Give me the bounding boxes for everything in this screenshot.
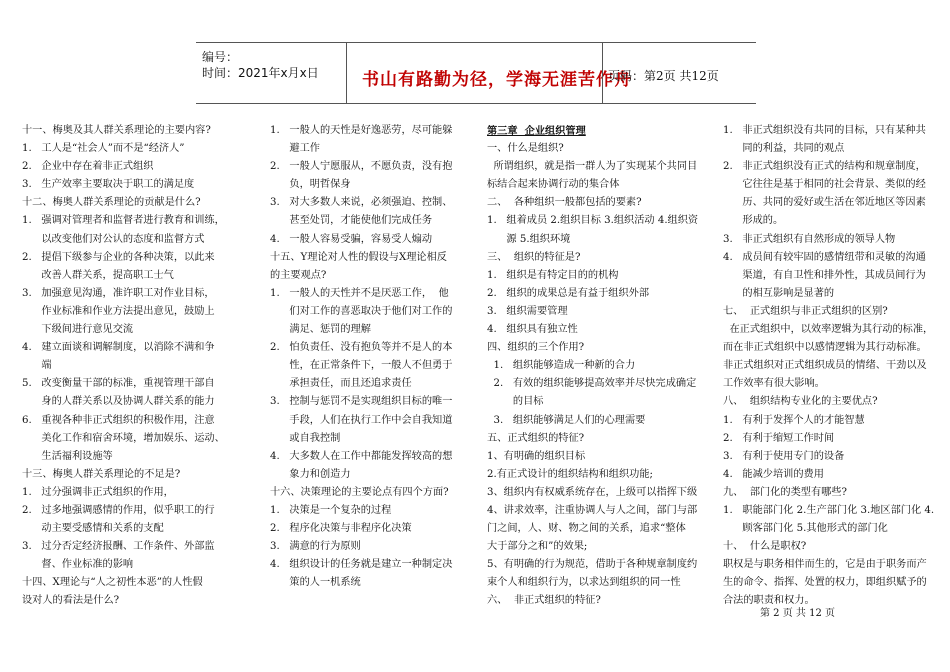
text-line: 1. 一般人的天性并不是厌恶工作， 他 bbox=[270, 287, 449, 299]
text-line: 2. 有利于缩短工作时间 bbox=[723, 432, 835, 444]
text-line: 4. 能减少培训的费用 bbox=[723, 468, 824, 480]
text-line: 3. 满意的行为原则 bbox=[270, 541, 361, 553]
text-line: 们对工作的喜恶取决于他们对工作的 bbox=[270, 305, 453, 317]
text-line: 5、有明确的行为规范，借助于各种规章制度约 bbox=[487, 559, 698, 571]
text-line: 改善人群关系，提高职工士气 bbox=[22, 269, 174, 281]
text-line: 2. 程序化决策与非程序化决策 bbox=[270, 523, 412, 535]
text-line: 5. 改变衡量干部的标准，重视管理干部自 bbox=[22, 378, 215, 390]
text-line: 它往往是基于相同的社会背景、类似的经 bbox=[723, 179, 926, 191]
text-line: 作业标准和作业方法提出意见，鼓励上 bbox=[22, 305, 215, 317]
text-line: 4. 建立面谈和调解制度，以消除不满和争 bbox=[22, 342, 215, 354]
text-column-4 bbox=[723, 122, 945, 611]
text-line: 1. 组着成员 2.组织目标 3.组织活动 4.组织资 bbox=[487, 215, 699, 227]
text-line: 十五、Y理论对人性的假设与X理论相反 bbox=[270, 251, 447, 263]
text-line: 2.有正式设计的组织结构和组织功能; bbox=[487, 468, 653, 480]
text-line: 三、 组织的特征是? bbox=[487, 251, 581, 263]
text-line: 2. 怕负责任、没有抱负等并不是人的本 bbox=[270, 342, 453, 354]
text-line: 同的利益，共同的观点 bbox=[723, 143, 845, 155]
text-line: 职权是与职务相伴而生的，它是由于职务而产 bbox=[723, 559, 927, 571]
header-page-label: 页码：第2页 共12页 bbox=[608, 69, 719, 83]
text-line: 满足、惩罚的理解 bbox=[270, 324, 371, 336]
text-line: 或自我控制 bbox=[270, 432, 341, 444]
text-line: 6. 重视各种非正式组织的积极作用，注意 bbox=[22, 414, 215, 426]
page-footer: 第 2 页 共 12 页 bbox=[760, 608, 835, 619]
text-line: 源 5.组织环境 bbox=[487, 233, 571, 245]
text-line: 十一、梅奥及其人群关系理论的主要内容? bbox=[22, 125, 211, 136]
text-line: 一、什么是组织? bbox=[487, 143, 564, 155]
text-line: 在正式组织中，以效率逻辑为其行动的标准， bbox=[723, 324, 934, 336]
text-line: 1. 过分强调非正式组织的作用， bbox=[22, 486, 174, 498]
text-line: 的主要观点? bbox=[270, 269, 327, 281]
text-line: 1. 职能部门化 2.生产部门化 3.地区部门化 4. bbox=[723, 504, 935, 516]
text-line: 性，在正常条件下，一般人不但勇于 bbox=[270, 360, 453, 372]
text-line: 4. 组织设计的任务就是建立一种制定决 bbox=[270, 559, 453, 571]
text-line: 4. 成员间有较牢固的感情纽带和灵敏的沟通 bbox=[723, 251, 926, 263]
text-line: 2. 组织的成果总是有益于组织外部 bbox=[487, 287, 650, 299]
text-line: 承担责任，而且还追求责任 bbox=[270, 378, 412, 390]
text-line: 1. 有利于发挥个人的才能智慧 bbox=[723, 414, 865, 426]
text-line: 门之间，人、财、物之间的关系，追求“整体 bbox=[487, 523, 686, 535]
text-line: 束个人和组织行为，以求达到组织的同一性 bbox=[487, 577, 681, 589]
text-line: 五、正式组织的特征? bbox=[487, 432, 585, 444]
text-line: 甚至处罚，才能使他们完成任务 bbox=[270, 215, 433, 227]
number-label: 编号： bbox=[202, 50, 239, 64]
text-line: 3. 有利于使用专门的设备 bbox=[723, 450, 845, 462]
text-column-1 bbox=[22, 122, 257, 611]
text-line: 动主要受感情和关系的支配 bbox=[22, 523, 164, 535]
text-line: 象力和创造力 bbox=[270, 468, 351, 480]
text-line: 形成的。 bbox=[723, 215, 784, 227]
text-line: 美化工作和宿舍环境，增加娱乐、运动、 bbox=[22, 432, 225, 444]
text-line: 2. 提倡下级参与企业的各种决策，以此来 bbox=[22, 251, 215, 263]
text-line: 大于部分之和”的效果; bbox=[487, 541, 588, 553]
text-line: 3. 非正式组织有自然形成的领导人物 bbox=[723, 233, 896, 245]
text-line: 3、组织内有权威系统存在，上级可以指挥下级 bbox=[487, 486, 698, 498]
text-line: 的目标 bbox=[487, 396, 544, 408]
text-line: 七、 正式组织与非正式组织的区别? bbox=[723, 305, 888, 317]
text-line: 十三、梅奥人群关系理论的不足是? bbox=[22, 468, 181, 480]
text-line: 3. 组织能够满足人们的心理需要 bbox=[487, 414, 646, 426]
text-line: 下级间进行意见交流 bbox=[22, 324, 134, 336]
text-line: 2. 企业中存在着非正式组织 bbox=[22, 161, 154, 173]
text-line: 九、 部门化的类型有哪些? bbox=[723, 486, 847, 498]
text-line: 避工作 bbox=[270, 143, 320, 155]
text-line: 十六、决策理论的主要论点有四个方面? bbox=[270, 486, 449, 498]
text-line: 标结合起来协调行动的集合体 bbox=[487, 179, 620, 191]
text-line: 合法的职责和权力。 bbox=[723, 595, 815, 607]
text-line: 1. 工人是“社会人”而不是“经济人” bbox=[22, 143, 185, 155]
text-line: 1. 组织能够造成一种新的合力 bbox=[487, 360, 636, 372]
text-line: 八、 组织结构专业化的主要优点? bbox=[723, 396, 878, 408]
text-line: 十、 什么是职权? bbox=[723, 541, 807, 553]
text-line: 2. 一般人宁愿服从，不愿负责，没有抱 bbox=[270, 161, 453, 173]
text-line: 3. 组织需要管理 bbox=[487, 305, 568, 317]
text-line: 1. 非正式组织没有共同的目标，只有某种共 bbox=[723, 125, 926, 136]
text-line: 3. 加强意见沟通，准许职工对作业目标， bbox=[22, 287, 215, 299]
text-line: 历、共同的爱好或生活在邻近地区等因素 bbox=[723, 197, 926, 209]
header-meta bbox=[202, 49, 319, 81]
text-line: 手段，人们在执行工作中会自我知道 bbox=[270, 414, 453, 426]
text-column-3 bbox=[487, 122, 719, 611]
text-line: 3. 控制与惩罚不是实现组织目标的唯一 bbox=[270, 396, 453, 408]
text-line: 1. 一般人的天性是好逸恶劳，尽可能躲 bbox=[270, 125, 453, 136]
chapter-title: 第三章 企业组织管理 bbox=[487, 125, 586, 137]
text-line: 3. 生产效率主要取决于职工的满足度 bbox=[22, 179, 195, 191]
text-line: 1、有明确的组织目标 bbox=[487, 450, 586, 462]
text-line: 2. 非正式组织没有正式的结构和规章制度， bbox=[723, 161, 926, 173]
text-line: 身的人群关系以及协调人群关系的能力 bbox=[22, 396, 215, 408]
text-line: 1. 决策是一个复杂的过程 bbox=[270, 504, 392, 516]
text-line: 所谓组织，就是指一群人为了实现某个共同目 bbox=[487, 161, 698, 173]
text-line: 生的命令、指挥、处置的权力，即组织赋予的 bbox=[723, 577, 927, 589]
text-line: 设对人的看法是什么? bbox=[22, 595, 120, 607]
text-line: 负，明哲保身 bbox=[270, 179, 351, 191]
text-line: 3. 过分否定经济报酬、工作条件、外部监 bbox=[22, 541, 215, 553]
header-motto: 书山有路勤为径，学海无涯苦作舟 bbox=[362, 70, 632, 90]
text-line: 以改变他们对公认的态度和监督方式 bbox=[22, 233, 205, 245]
text-line: 工作效率有很大影响。 bbox=[723, 378, 825, 390]
text-line: 4. 大多数人在工作中都能发挥较高的想 bbox=[270, 450, 453, 462]
text-line: 四、组织的三个作用? bbox=[487, 342, 585, 354]
text-line: 渠道，有自卫性和排外性，其成员间行为 bbox=[723, 269, 926, 281]
header-divider bbox=[346, 43, 347, 103]
text-line: 2. 过多地强调感情的作用，似乎职工的行 bbox=[22, 504, 215, 516]
text-line: 十四、X理论与“人之初性本恶”的人性假 bbox=[22, 577, 203, 589]
text-line: 六、 非正式组织的特征? bbox=[487, 595, 601, 607]
text-line: 1. 组织是有特定目的的机构 bbox=[487, 269, 619, 281]
text-line: 非正式组织对正式组织成员的情绪、干劲以及 bbox=[723, 360, 927, 372]
text-line: 1. 强调对管理者和监督者进行教育和训练， bbox=[22, 215, 225, 227]
text-line: 端 bbox=[22, 360, 52, 372]
text-line: 生活福利设施等 bbox=[22, 450, 113, 462]
text-line: 4. 一般人容易受骗，容易受人煽动 bbox=[270, 233, 433, 245]
document-header bbox=[196, 42, 756, 104]
text-column-2 bbox=[270, 122, 485, 592]
text-line: 十二、梅奥人群关系理论的贡献是什么? bbox=[22, 197, 201, 209]
text-line: 2. 有效的组织能够提高效率并尽快完成确定 bbox=[487, 378, 697, 390]
text-line: 督、作业标准的影响 bbox=[22, 559, 134, 571]
time-label: 时间：2021年x月x日 bbox=[202, 66, 319, 80]
text-line: 二、 各种组织一般都包括的要素? bbox=[487, 197, 642, 209]
text-line: 顾客部门化 5.其他形式的部门化 bbox=[723, 523, 888, 535]
text-line: 4、讲求效率，注重协调人与人之间，部门与部 bbox=[487, 504, 698, 516]
header-divider bbox=[602, 43, 603, 103]
text-line: 而在非正式组织中以感情逻辑为其行动标准。 bbox=[723, 342, 927, 354]
text-line: 3. 对大多数人来说，必须强迫、控制、 bbox=[270, 197, 453, 209]
text-line: 的相互影响是显著的 bbox=[723, 287, 835, 299]
text-line: 4. 组织具有独立性 bbox=[487, 324, 578, 336]
text-line: 策的人一机系统 bbox=[270, 577, 361, 589]
